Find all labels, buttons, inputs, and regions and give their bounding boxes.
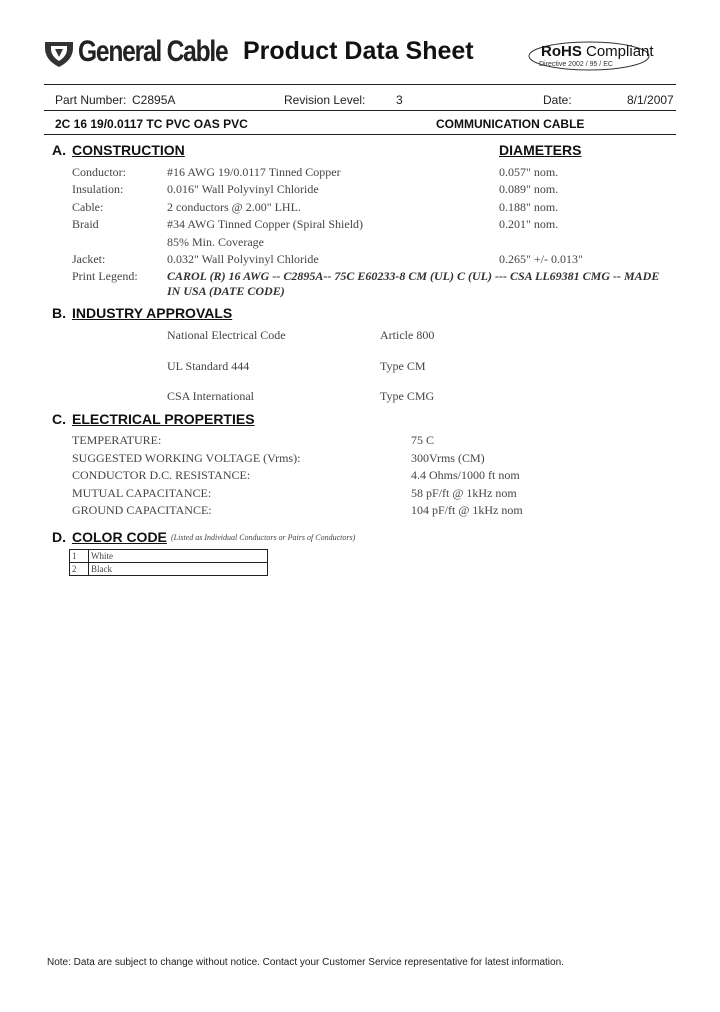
conductor-color: White: [89, 550, 268, 563]
print-legend-line-1: CAROL (R) 16 AWG -- C2895A-- 75C E60233-8 CM (UL) C (UL) --- CSA LL69381 CMG -- MADE: [167, 269, 660, 283]
construction-value: 2 conductors @ 2.00" LHL.: [167, 200, 301, 214]
rohs-directive: Directive 2002 / 95 / EC: [539, 61, 613, 68]
rohs-title: RoHS Compliant: [541, 43, 654, 60]
approval-name: CSA International: [167, 389, 254, 403]
electrical-value: 75 C: [411, 433, 435, 447]
construction-value: 85% Min. Coverage: [167, 235, 264, 249]
construction-value: #34 AWG Tinned Copper (Spiral Shield): [167, 217, 364, 231]
electrical-value: 58 pF/ft @ 1kHz nom: [411, 486, 517, 500]
construction-label: Cable:: [72, 200, 104, 214]
part-number-label: Part Number:: [55, 93, 127, 107]
diameters-title: DIAMETERS: [499, 142, 582, 158]
meta-divider: [44, 110, 676, 111]
conductor-number: 2: [70, 563, 89, 576]
construction-value: 0.032" Wall Polyvinyl Chloride: [167, 252, 319, 266]
construction-diameter: 0.201" nom.: [499, 217, 559, 231]
construction-label: Jacket:: [72, 252, 106, 266]
construction-label: Braid: [72, 217, 99, 231]
construction-value: #16 AWG 19/0.0117 Tinned Copper: [167, 165, 341, 179]
construction-diameter: 0.089" nom.: [499, 182, 559, 196]
company-name: General Cable: [78, 35, 228, 68]
footnote: Note: Data are subject to change without notice. Contact your Customer Service representative for latest information.: [47, 957, 564, 968]
approval-name: National Electrical Code: [167, 328, 286, 342]
approval-name: UL Standard 444: [167, 359, 250, 373]
cable-spec: 2C 16 19/0.0117 TC PVC OAS PVC: [55, 117, 248, 131]
section-approvals-title: INDUSTRY APPROVALS: [72, 305, 233, 321]
color-code-note: (Listed as Individual Conductors or Pairs of Conductors): [171, 533, 356, 542]
revision-value: 3: [396, 93, 403, 107]
conductor-color: Black: [89, 563, 268, 576]
date-value: 8/1/2007: [627, 93, 674, 107]
section-construction-title: CONSTRUCTION: [72, 142, 185, 158]
subtitle-divider: [44, 134, 676, 135]
electrical-property: MUTUAL CAPACITANCE:: [72, 486, 212, 500]
section-c-letter: C.: [52, 411, 66, 427]
section-b-letter: B.: [52, 305, 66, 321]
construction-diameter: 0.265" +/- 0.013": [499, 252, 583, 266]
section-a-letter: A.: [52, 142, 66, 158]
construction-diameter: 0.057" nom.: [499, 165, 559, 179]
electrical-property: TEMPERATURE:: [72, 433, 162, 447]
construction-label: Insulation:: [72, 182, 124, 196]
section-color-code-title: COLOR CODE: [72, 529, 167, 545]
construction-label: Conductor:: [72, 165, 126, 179]
electrical-value: 104 pF/ft @ 1kHz nom: [411, 503, 523, 517]
header-divider: [44, 84, 676, 85]
rohs-badge: [527, 40, 654, 72]
conductor-number: 1: [70, 550, 89, 563]
revision-label: Revision Level:: [284, 93, 366, 107]
electrical-property: SUGGESTED WORKING VOLTAGE (Vrms):: [72, 451, 301, 465]
approval-value: Type CM: [380, 359, 426, 373]
page-title: Product Data Sheet: [243, 37, 474, 65]
section-d-letter: D.: [52, 529, 66, 545]
table-row: [70, 563, 268, 576]
electrical-value: 4.4 Ohms/1000 ft nom: [411, 468, 520, 482]
color-code-table: [69, 549, 268, 576]
general-cable-emblem-icon: [42, 35, 76, 69]
electrical-property: CONDUCTOR D.C. RESISTANCE:: [72, 468, 251, 482]
construction-value: 0.016" Wall Polyvinyl Chloride: [167, 182, 319, 196]
electrical-property: GROUND CAPACITANCE:: [72, 503, 212, 517]
table-row: [70, 550, 268, 563]
construction-diameter: 0.188" nom.: [499, 200, 559, 214]
approval-value: Article 800: [380, 328, 435, 342]
part-number-value: C2895A: [132, 93, 176, 107]
electrical-value: 300Vrms (CM): [411, 451, 485, 465]
cable-category: COMMUNICATION CABLE: [436, 117, 585, 131]
date-label: Date:: [543, 93, 572, 107]
approval-value: Type CMG: [380, 389, 435, 403]
print-legend-label: Print Legend:: [72, 269, 138, 283]
section-electrical-title: ELECTRICAL PROPERTIES: [72, 411, 255, 427]
company-logo: [42, 34, 260, 70]
print-legend-line-2: IN USA (DATE CODE): [167, 284, 285, 298]
